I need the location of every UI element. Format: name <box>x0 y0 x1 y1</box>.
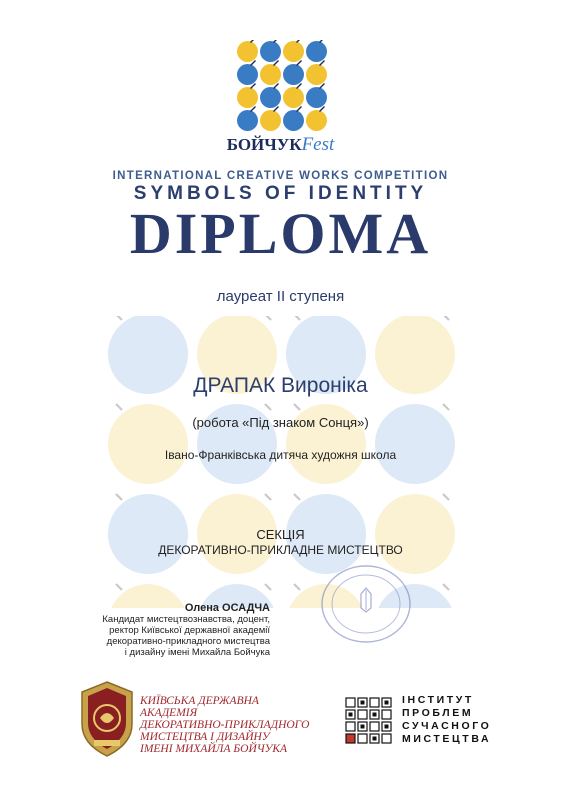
academy-name-line: ІМЕНІ МИХАЙЛА БОЙЧУКА <box>140 743 288 755</box>
institute-logo-square <box>382 710 391 719</box>
background-stem <box>265 404 271 410</box>
institute-logo-square <box>358 710 367 719</box>
background-stem <box>443 316 449 320</box>
logo-dot <box>283 41 304 62</box>
institute-logo-square <box>382 734 391 743</box>
logo-dot <box>306 41 327 62</box>
laureate-degree: лауреат ІІ ступеня <box>216 288 345 305</box>
academy-name <box>140 695 310 755</box>
background-stem <box>443 584 449 590</box>
festival-wordmark-script: Fest <box>301 134 335 155</box>
background-stem <box>116 494 122 500</box>
festival-logo-icon <box>236 40 328 132</box>
background-stem <box>443 404 449 410</box>
official-seal-icon <box>318 562 414 646</box>
institute-name-line: СУЧАСНОГО <box>402 720 492 732</box>
signer-name: Олена ОСАДЧА <box>184 602 270 614</box>
institute-logo-square-inner <box>361 701 365 705</box>
institute-logo-square <box>346 698 355 707</box>
competition-subtitle: INTERNATIONAL CREATIVE WORKS COMPETITION <box>112 170 449 182</box>
recipient-name: ДРАПАК Вироніка <box>193 374 368 397</box>
logo-dot <box>283 64 304 85</box>
institute-logo-square <box>370 722 379 731</box>
signer-title-line: Кандидат мистецтвознавства, доцент, <box>102 614 270 625</box>
school-name: Івано-Франківська дитяча художня школа <box>164 448 397 462</box>
logo-dot <box>260 110 281 131</box>
background-stem <box>116 584 122 590</box>
competition-title: SYMBOLS OF IDENTITY <box>133 183 428 204</box>
festival-wordmark-text: БОЙЧУК <box>226 135 302 154</box>
institute-logo-square <box>370 698 379 707</box>
academy-name-line: КИЇВСЬКА ДЕРЖАВНА АКАДЕМІЯ <box>140 695 259 719</box>
institute-name-line: ІНСТИТУТ <box>402 694 474 706</box>
logo-dot <box>306 64 327 85</box>
logo-dot-stem <box>274 40 279 43</box>
section-name: ДЕКОРАТИВНО-ПРИКЛАДНЕ МИСТЕЦТВО <box>158 543 403 557</box>
logo-dot-stem <box>297 40 302 43</box>
institute-logo-square-inner <box>373 737 377 741</box>
institute-logo-square-inner <box>385 701 389 705</box>
background-stem <box>294 584 300 590</box>
institute-name <box>402 694 491 746</box>
logo-dot-stem <box>251 40 256 43</box>
signer-title-line: ректор Київської державної академії <box>109 625 270 636</box>
signer-title-line: і дизайну імені Михайла Бойчука <box>124 647 270 658</box>
background-stem <box>294 404 300 410</box>
logo-dot <box>237 41 258 62</box>
background-stem <box>116 316 122 320</box>
background-stem <box>294 494 300 500</box>
background-stem <box>294 316 300 320</box>
institute-logo-square <box>358 734 367 743</box>
signer-block <box>60 602 270 658</box>
logo-dot <box>260 41 281 62</box>
academy-emblem-icon <box>76 678 138 760</box>
festival-wordmark <box>0 134 561 156</box>
institute-logo-icon <box>345 697 393 745</box>
logo-dot <box>306 87 327 108</box>
institute-logo-square-inner <box>385 725 389 729</box>
diploma-title: DIPLOMA <box>129 201 432 266</box>
institute-logo-square <box>346 734 355 743</box>
background-stem <box>265 316 271 320</box>
background-stem <box>265 584 271 590</box>
logo-dot <box>237 110 258 131</box>
institute-logo-square-inner <box>361 725 365 729</box>
background-stem <box>443 494 449 500</box>
logo-dot <box>260 64 281 85</box>
institute-name-line: МИСТЕЦТВА <box>402 733 492 745</box>
academy-name-line: ДЕКОРАТИВНО-ПРИКЛАДНОГО <box>140 719 310 731</box>
logo-dot <box>283 87 304 108</box>
academy-name-line: МИСТЕЦТВА І ДИЗАЙНУ <box>140 731 270 743</box>
background-stem <box>116 404 122 410</box>
section-label: СЕКЦІЯ <box>256 527 305 542</box>
institute-logo-square-inner <box>373 713 377 717</box>
logo-dot <box>237 64 258 85</box>
signer-title-line: декоративно-прикладного мистецтва <box>106 636 270 647</box>
logo-dot <box>237 87 258 108</box>
logo-dot <box>283 110 304 131</box>
logo-dot <box>306 110 327 131</box>
institute-logo-square-inner <box>349 713 353 717</box>
logo-dot <box>260 87 281 108</box>
work-title: (робота «Під знаком Сонця») <box>192 415 369 430</box>
logo-dot-stem <box>320 40 325 43</box>
institute-name-line: ПРОБЛЕМ <box>402 707 474 719</box>
background-stem <box>265 494 271 500</box>
institute-logo-square <box>346 722 355 731</box>
